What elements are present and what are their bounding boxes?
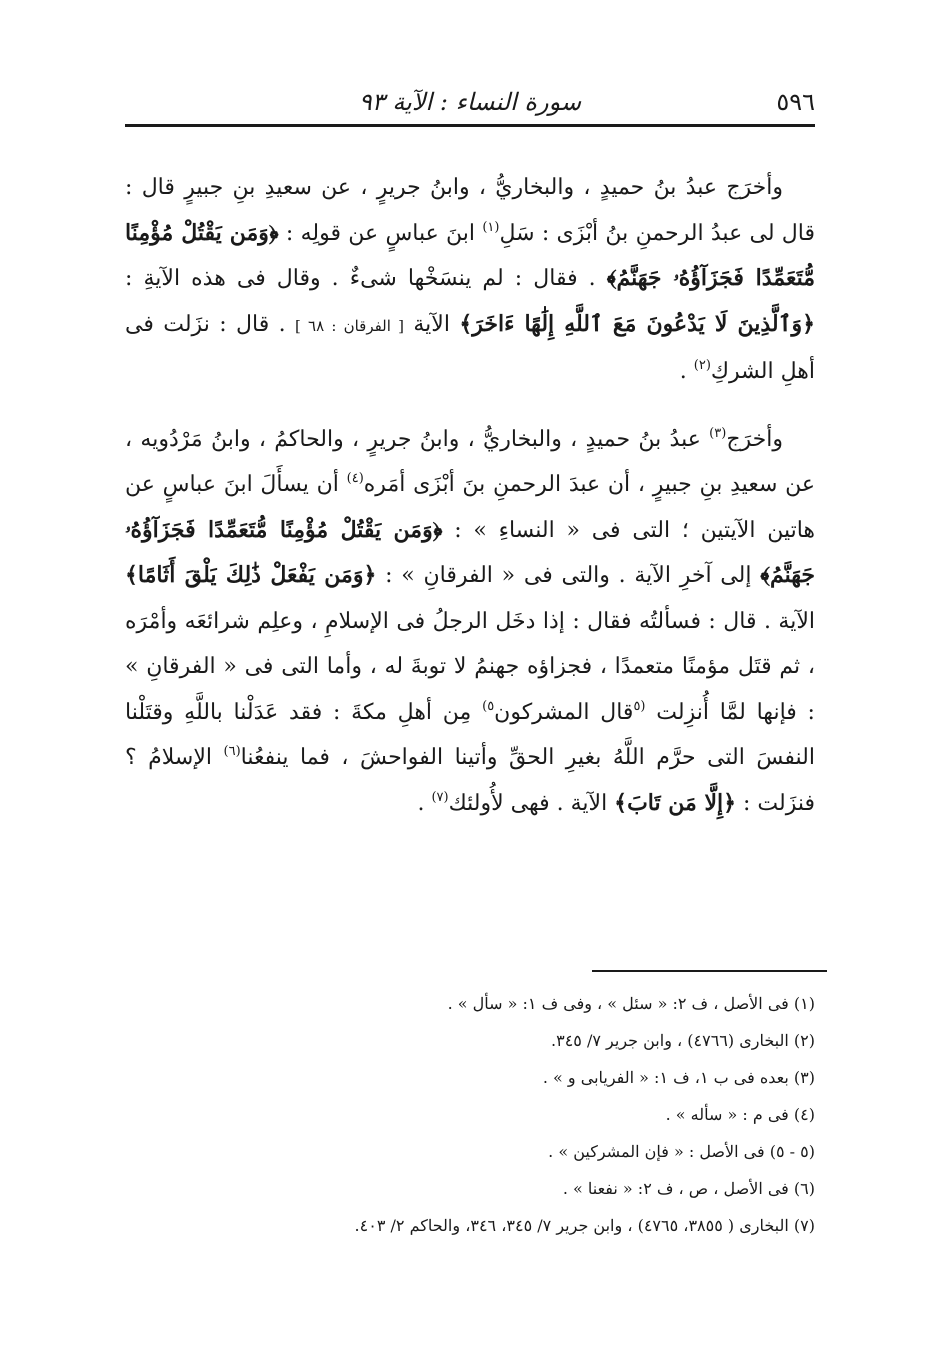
text-run: قال المشركون	[494, 699, 634, 725]
paragraph-1	[125, 165, 815, 395]
text-run: مِن أهلِ مكةَ : فقد عَدَلْنا باللَّهِ وقتَلْنا النفسَ التى حرَّم اللَّهُ بغيرِ الحقِّ وأتينا الفواحشَ ، فما ينفعُنا	[125, 699, 815, 770]
text-run: إلى آخرِ الآية . والتى فى « الفرقانِ » :	[376, 563, 761, 588]
text-run: أن يسأَلَ ابنَ عباسٍ عن هاتين الآيتين ؛ التى فى « النساءِ » :	[125, 472, 816, 543]
text-run: . فقال : لم ينسَخْها شىءٌ . وقال فى هذه الآيةِ :	[125, 266, 607, 291]
quran-verse: ﴿وَٱلَّذِينَ لَا يَدْعُونَ مَعَ ٱللَّهِ إِلَٰهًا ءَاخَرَ﴾	[459, 310, 815, 337]
running-title: سورة النساء : الآية ٩٣	[358, 88, 582, 116]
text-run: وأخرَج عبدُ بنُ حميدٍ ، والبخاريُّ ، وابنُ جريرٍ ، عن سعيدِ بنِ جبيرٍ قال : قال لى عبدُ الرحمنِ بنُ أبْزَى : سَلِ	[125, 175, 816, 246]
text-run: ابنَ عباسٍ عن قولِه :	[278, 220, 483, 246]
quran-verse: ﴿وَمَن يَقْتُلْ مُؤْمِنًا مُّتَعَمِّدًا فَجَزَآؤُهُۥ جَهَنَّمُ﴾	[125, 516, 815, 588]
footnote-ref: (٣)	[709, 425, 727, 441]
footnote-ref: (٤)	[346, 471, 364, 486]
header-rule	[125, 124, 815, 127]
footnote-ref: (١)	[482, 219, 500, 235]
text-run: . قال : نزَلت فى أهلِ الشركِ	[125, 311, 815, 384]
footnote-item: (٣) بعده فى ب ١، ف ١: « الفريابى و » .	[542, 1068, 815, 1087]
footnote-item: (١) فى الأصل ، ف ٢: « سئل » ، وفى ف ١: « سأل » .	[447, 994, 815, 1013]
footnote-ref: ٥)	[482, 698, 495, 714]
footnote-ref: (٥	[633, 698, 646, 714]
quran-verse: ﴿وَمَن يَفْعَلْ ذَٰلِكَ يَلْقَ أَثَامًا﴾	[125, 562, 377, 588]
text-run: .	[679, 359, 694, 384]
verse-citation: [ الفرقان : ٦٨ ]	[295, 316, 404, 335]
footnote-item: (٧) البخارى ( ٣٨٥٥، ٤٧٦٥) ، وابن جرير ٧/ ٣٤٥، ٣٤٦، والحاكم ٢/ ٤٠٣.	[354, 1216, 815, 1235]
text-run: الآية . قال : فسألتُه فقال : إذا دخَل الرجلُ فى الإسلامِ ، وعلِم شرائعَه وأمْرَه ، ثم قتَل مؤمنًا متعمدًا ، فجزاؤه جهنمُ لا توبةَ له ، وأما التى فى « الفرقانِ » : فإنها لمَّا أُنزِلت	[125, 608, 815, 725]
footnote-ref: (٦)	[223, 744, 241, 759]
text-run: عبدُ بنُ حميدٍ ، والبخاريُّ ، وابنُ جريرٍ ، والحاكمُ ، وابنُ مَرْدُويه ، عن سعيدِ بنِ جبيرٍ ، أن عبدَ الرحمنِ بنَ أبْزَى أمَره	[125, 426, 815, 497]
footnote-ref: (٧)	[431, 789, 449, 805]
footnote-item: (٢) البخارى (٤٧٦٦) ، وابن جرير ٧/ ٣٤٥.	[551, 1031, 815, 1050]
footnotes-list	[125, 985, 815, 1244]
text-run: الآية	[403, 311, 460, 337]
footnote-rule	[592, 970, 827, 972]
footnote-item: (٤) فى م : « سأله » .	[665, 1105, 815, 1124]
text-run: وأخرَج	[726, 426, 783, 452]
footnote-item: (٦) فى الأصل ، ص ، ف ٢: « نفعنا » .	[562, 1179, 815, 1198]
quran-verse: ﴿إِلَّا مَن تَابَ﴾	[614, 789, 736, 816]
text-run: .	[417, 790, 432, 816]
main-text	[125, 165, 815, 826]
paragraph-2	[125, 417, 815, 827]
footnote-ref: (٢)	[693, 358, 711, 373]
text-run: الإسلامُ ؟ فنزَلت :	[125, 745, 815, 816]
footnote-item: (٥ - ٥) فى الأصل : « فإن المشركين » .	[548, 1142, 815, 1161]
quran-verse: ﴿وَمَن يَقْتُلْ مُؤْمِنًا مُّتَعَمِّدًا فَجَزَآؤُهُۥ جَهَنَّمُ﴾	[125, 219, 815, 291]
page-header	[125, 82, 815, 122]
page-number: ٥٩٦	[776, 88, 815, 116]
text-run: الآية . فهى لأُولئك	[448, 790, 615, 816]
